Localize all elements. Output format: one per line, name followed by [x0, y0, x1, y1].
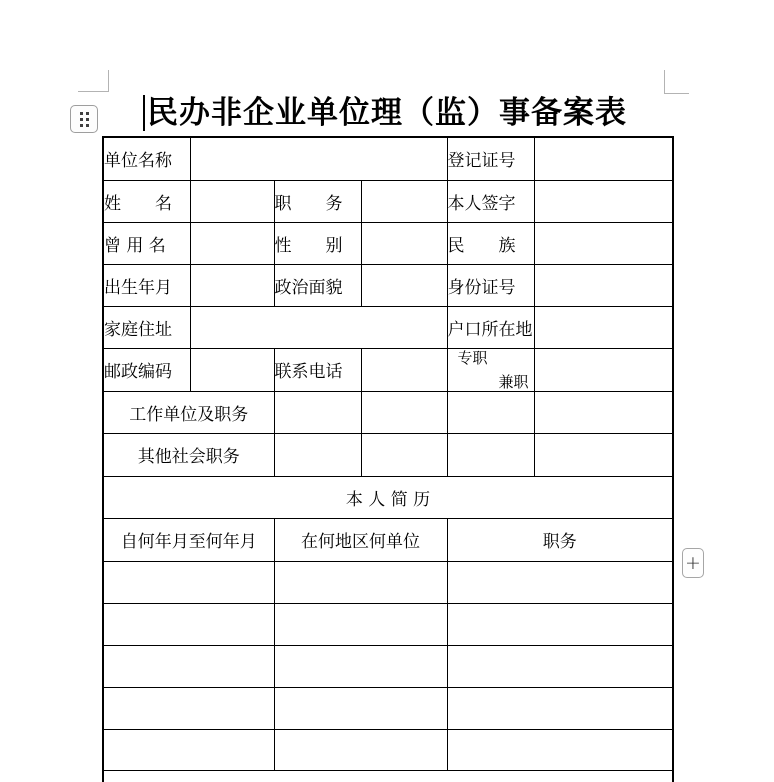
- table-row: [103, 222, 673, 264]
- value-other-social-3[interactable]: [447, 433, 534, 476]
- value-other-social-1[interactable]: [274, 433, 361, 476]
- page-title[interactable]: 民办非企业单位理（监）事备案表: [147, 95, 627, 131]
- table-row: [103, 433, 673, 476]
- label-political-status: 政治面貌: [274, 264, 361, 306]
- value-work-unit-2[interactable]: [361, 391, 447, 433]
- resume-cell-position[interactable]: [447, 729, 673, 770]
- label-signature: 本人签字: [447, 180, 534, 222]
- value-id-number[interactable]: [534, 264, 673, 306]
- value-work-unit-4[interactable]: [534, 391, 673, 433]
- label-other-social-positions: 其他社会职务: [103, 433, 274, 476]
- label-ethnicity: 民 族: [447, 222, 534, 264]
- value-phone[interactable]: [361, 348, 447, 391]
- resume-cell-position[interactable]: [447, 645, 673, 687]
- label-household-location: 户口所在地: [447, 306, 534, 348]
- resume-cell-place[interactable]: [274, 729, 447, 770]
- label-id-number: 身份证号: [447, 264, 534, 306]
- resume-cell-period[interactable]: [103, 603, 274, 645]
- resume-col-position: 职务: [447, 518, 673, 561]
- value-other-social-4[interactable]: [534, 433, 673, 476]
- label-birth-date: 出生年月: [103, 264, 190, 306]
- resume-cell-place[interactable]: [274, 645, 447, 687]
- resume-row: [103, 729, 673, 770]
- table-row: [103, 391, 673, 433]
- label-phone: 联系电话: [274, 348, 361, 391]
- value-reg-cert-no[interactable]: [534, 137, 673, 180]
- resume-row: [103, 645, 673, 687]
- value-work-unit-1[interactable]: [274, 391, 361, 433]
- table-row: [103, 264, 673, 306]
- page-margin-mark-top-right-icon: [664, 70, 689, 94]
- value-political-status[interactable]: [361, 264, 447, 306]
- label-unit-name: 单位名称: [103, 137, 190, 180]
- value-name[interactable]: [190, 180, 274, 222]
- value-other-social-2[interactable]: [361, 433, 447, 476]
- label-position: 职 务: [274, 180, 361, 222]
- value-gender[interactable]: [361, 222, 447, 264]
- value-fulltime-parttime[interactable]: [534, 348, 673, 391]
- value-unit-name[interactable]: [190, 137, 447, 180]
- resume-cell-place[interactable]: [274, 603, 447, 645]
- label-name: 姓 名: [103, 180, 190, 222]
- resume-row: [103, 687, 673, 729]
- value-work-unit-3[interactable]: [447, 391, 534, 433]
- resume-col-place: 在何地区何单位: [274, 518, 447, 561]
- section-title-resume: 本 人 简 历: [103, 476, 673, 518]
- resume-cell-period[interactable]: [103, 561, 274, 603]
- label-part-time: 兼职: [498, 372, 529, 391]
- resume-cell-period[interactable]: [103, 687, 274, 729]
- resume-col-period: 自何年月至何年月: [103, 518, 274, 561]
- table-row: [103, 306, 673, 348]
- resume-cell-position[interactable]: [447, 687, 673, 729]
- table-row: [103, 137, 673, 180]
- table-row: [103, 770, 673, 782]
- cell-fulltime-parttime-header: [447, 348, 534, 391]
- drag-dots-icon: [80, 112, 89, 127]
- resume-row: [103, 561, 673, 603]
- label-postal-code: 邮政编码: [103, 348, 190, 391]
- label-former-name: 曾 用 名: [103, 222, 190, 264]
- page-margin-mark-top-left-icon: [78, 70, 109, 92]
- resume-cell-position[interactable]: [447, 603, 673, 645]
- value-ethnicity[interactable]: [534, 222, 673, 264]
- plus-icon: +: [685, 551, 701, 574]
- label-full-time: 专职: [457, 348, 488, 367]
- value-home-address[interactable]: [190, 306, 447, 348]
- table-row: [103, 476, 673, 518]
- value-position[interactable]: [361, 180, 447, 222]
- value-signature[interactable]: [534, 180, 673, 222]
- resume-cell-period[interactable]: [103, 645, 274, 687]
- table-row: [103, 348, 673, 391]
- table-move-handle[interactable]: [70, 105, 98, 133]
- resume-cell-position[interactable]: [447, 561, 673, 603]
- table-row: [103, 180, 673, 222]
- table-row: [103, 518, 673, 561]
- filing-form-table: [102, 136, 674, 782]
- value-former-name[interactable]: [190, 222, 274, 264]
- resume-cell-place[interactable]: [274, 561, 447, 603]
- bottom-merged-cell[interactable]: [103, 770, 673, 782]
- text-cursor: [143, 95, 145, 131]
- label-home-address: 家庭住址: [103, 306, 190, 348]
- resume-row: [103, 603, 673, 645]
- insert-row-button[interactable]: [682, 548, 704, 578]
- value-postal-code[interactable]: [190, 348, 274, 391]
- resume-cell-period[interactable]: [103, 729, 274, 770]
- value-birth-date[interactable]: [190, 264, 274, 306]
- label-gender: 性 别: [274, 222, 361, 264]
- label-work-unit-position: 工作单位及职务: [103, 391, 274, 433]
- label-reg-cert-no: 登记证号: [447, 137, 534, 180]
- value-household-location[interactable]: [534, 306, 673, 348]
- resume-cell-place[interactable]: [274, 687, 447, 729]
